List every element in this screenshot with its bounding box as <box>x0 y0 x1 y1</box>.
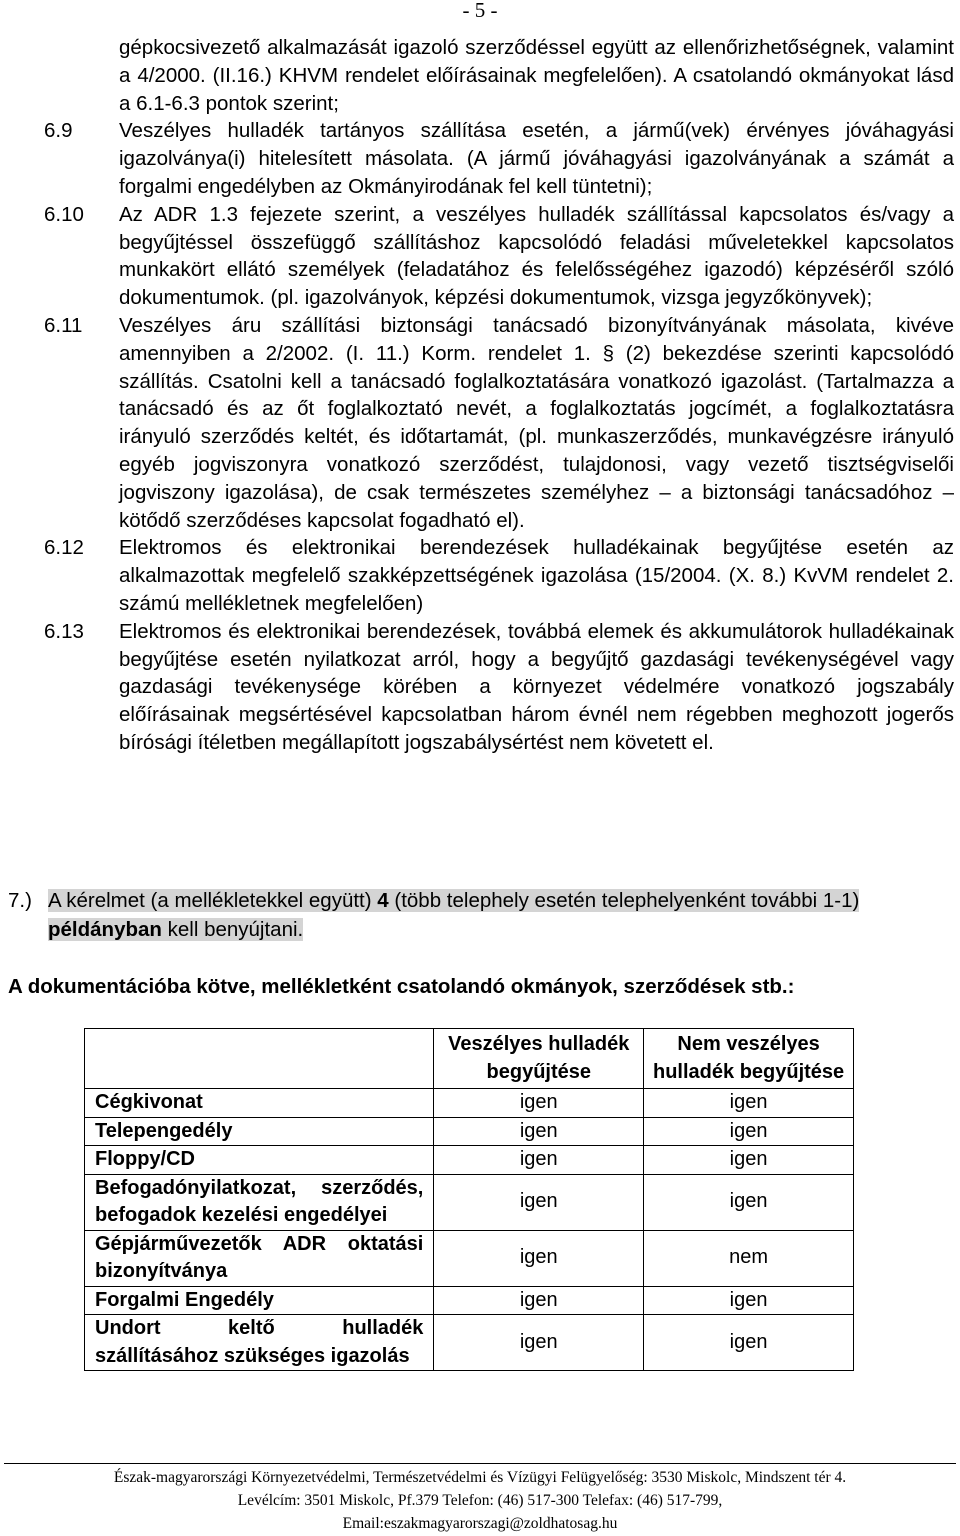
cell-hazardous: igen <box>434 1286 644 1315</box>
cell-non-hazardous: nem <box>644 1230 854 1286</box>
cell-non-hazardous: igen <box>644 1315 854 1371</box>
footer-address: Észak-magyarországi Környezetvédelmi, Természetvédelmi és Vízügyi Felügyelőség: 3530 Miskolc, Mindszent tér 4. <box>113 1469 847 1486</box>
row-label: Befogadónyilatkozat, szerződés, befogadok kezelési engedélyei <box>85 1174 434 1230</box>
table-row <box>85 1230 854 1286</box>
item-text: gépkocsivezető alkalmazását igazoló szerződéssel együtt az ellenőrizhetőségnek, valamint a 4/2000. (II.16.) KHVM rendelet előírásainak megfelelően). A csatolandó okmányokat lásd a 6.1-6.3 pontok szerint; <box>119 36 954 115</box>
list-item <box>44 34 954 117</box>
list-item <box>44 534 954 617</box>
item-text: Veszélyes hulladék tartányos szállítása esetén, a jármű(vek) érvényes jóváhagyási igazolványa(i) hitelesített másolata. (A jármű jóváhagyási igazolványának a számát a forgalmi engedélyben az Okmányirodának fel kell tüntetni); <box>119 119 954 198</box>
cell-hazardous: igen <box>434 1315 644 1371</box>
cell-non-hazardous: igen <box>644 1174 854 1230</box>
footer-divider <box>4 1463 956 1464</box>
item-number: 6.13 <box>44 619 84 643</box>
footer-contact: Levélcím: 3501 Miskolc, Pf.379 Telefon: (46) 517-300 Telefax: (46) 517-799, <box>237 1492 723 1509</box>
table-row <box>85 1174 854 1230</box>
page-footer <box>0 1466 960 1535</box>
highlighted-text: A kérelmet (a mellékletekkel együtt) 4 (több telephely esetén telephelyenként további 1-1) példányban kell benyújtani. <box>48 889 860 941</box>
list-item <box>44 312 954 534</box>
cell-hazardous: igen <box>434 1117 644 1146</box>
section-7-number: 7.) <box>8 889 32 912</box>
section-7-text <box>48 886 958 944</box>
cell-hazardous: igen <box>434 1146 644 1175</box>
list-item <box>44 201 954 312</box>
cell-non-hazardous: igen <box>644 1146 854 1175</box>
footer-email: Email:eszakmagyarorszagi@zoldhatosag.hu <box>342 1515 618 1532</box>
row-label: Undort keltő hulladék szállításához szükséges igazolás <box>85 1315 434 1371</box>
table-row <box>85 1089 854 1118</box>
page-number: - 5 - <box>462 0 498 22</box>
cell-non-hazardous: igen <box>644 1089 854 1118</box>
table-header-cell: Veszélyes hulladék begyűjtése <box>434 1029 644 1089</box>
table-header-cell: Nem veszélyes hulladék begyűjtése <box>644 1029 854 1089</box>
item-text: Az ADR 1.3 fejezete szerint, a veszélyes hulladék szállítással kapcsolatos és/vagy a begyűjtéssel összefüggő szállításhoz kapcsolódó feladási műveletekkel kapcsolatos munkakört ellátó személyek (feladatához és felelősségéhez igazodó) képzéséről szóló dokumentumok. (pl. igazolványok, képzési dokumentumok, vizsga jegyzőkönyvek); <box>119 202 954 310</box>
item-number: 6.12 <box>44 536 84 560</box>
cell-hazardous: igen <box>434 1089 644 1118</box>
cell-hazardous: igen <box>434 1174 644 1230</box>
item-number: 6.10 <box>44 202 84 226</box>
row-label: Floppy/CD <box>85 1146 434 1175</box>
row-label: Telepengedély <box>85 1117 434 1146</box>
list-item <box>44 618 954 757</box>
item-number: 6.9 <box>44 119 73 143</box>
list-item <box>44 117 954 200</box>
documents-heading: A dokumentációba kötve, mellékletként csatolandó okmányok, szerződések stb.: <box>8 975 795 998</box>
table-row <box>85 1117 854 1146</box>
section-7 <box>8 886 958 944</box>
row-label: Gépjárművezetők ADR oktatási bizonyítványa <box>85 1230 434 1286</box>
item-text: Veszélyes áru szállítási biztonsági tanácsadó bizonyítványának másolata, kivéve amennyiben a 2/2002. (I. 11.) Korm. rendelet 1. § (2) bekezdése szerinti kapcsolódó szállítás. Csatolni kell a tanácsadó foglalkoztatására vonatkozó igazolást. (Tartalmazza a tanácsadó és az őt foglalkoztató nevét, a foglalkoztatás jogcímét, a foglalkoztatásra irányuló szerződés keltét, és időtartamát, (pl. munkaszerződés, munkavégzésre irányuló egyéb jogviszonyra vonatkozó szerződést, tulajdonosi, vagy vezető tisztségviselői jogviszony igazolása), de csak természetes személyhez – a biztonsági tanácsadóhoz – kötődő szerződéses kapcsolat fogadható el). <box>119 313 954 532</box>
table-header-cell <box>85 1029 434 1089</box>
documents-table <box>84 1028 854 1371</box>
cell-non-hazardous: igen <box>644 1117 854 1146</box>
cell-hazardous: igen <box>434 1230 644 1286</box>
cell-non-hazardous: igen <box>644 1286 854 1315</box>
item-number: 6.11 <box>44 313 83 337</box>
item-text: Elektromos és elektronikai berendezések, továbbá elemek és akkumulátorok hulladékainak begyűjtése esetén nyilatkozat arról, hogy a begyűjtő gazdasági tevékenységével vagy gazdasági tevékenysége körében a környezet védelmére vonatkozó jogszabály előírásainak megsértésével kapcsolatban három évnél nem régebben meghozott jogerős bírósági ítéletben megállapított jogszabálysértést nem követett el. <box>119 619 954 754</box>
table-row <box>85 1146 854 1175</box>
row-label: Forgalmi Engedély <box>85 1286 434 1315</box>
item-text: Elektromos és elektronikai berendezések hulladékainak begyűjtése esetén az alkalmazottak megfelelő szakképzettségének igazolása (15/2004. (X. 8.) KvVM rendelet 2. számú mellékletnek megfelelően) <box>119 536 954 615</box>
numbered-items-list <box>44 34 954 757</box>
table-row <box>85 1286 854 1315</box>
table-row <box>85 1315 854 1371</box>
row-label: Cégkivonat <box>85 1089 434 1118</box>
table-header-row <box>85 1029 854 1089</box>
